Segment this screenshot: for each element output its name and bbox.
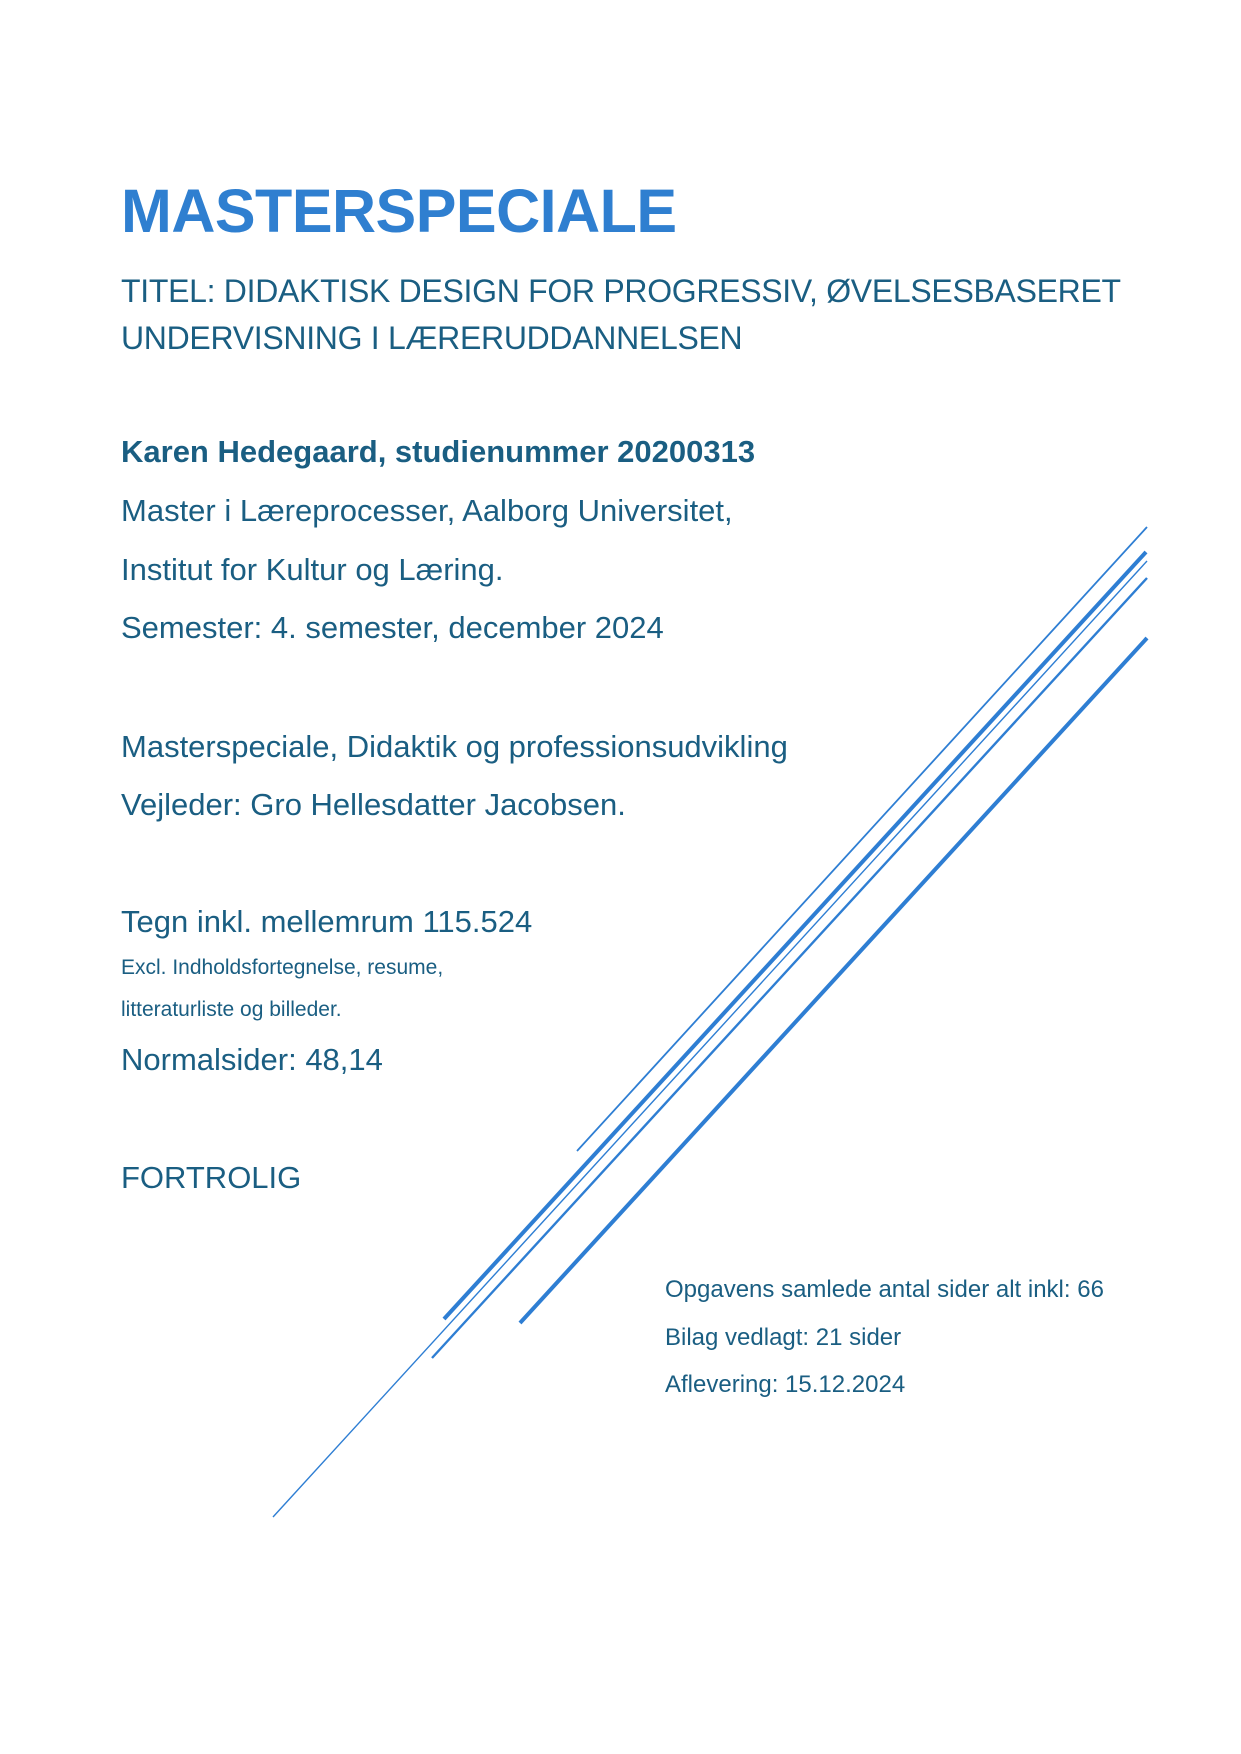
- thesis-title: [121, 268, 1121, 362]
- decor-line-4: [432, 578, 1147, 1358]
- supervisor-line: Vejleder: Gro Hellesdatter Jacobsen.: [121, 787, 626, 822]
- exclusions-line-1: Excl. Indholdsfortegnelse, resume,: [121, 956, 444, 979]
- appendix-pages-line: Bilag vedlagt: 21 sider: [665, 1324, 902, 1351]
- normal-pages: Normalsider: 48,14: [121, 1042, 383, 1077]
- document-title: MASTERSPECIALE: [121, 177, 677, 245]
- submission-date-line: Aflevering: 15.12.2024: [665, 1371, 906, 1398]
- thesis-title-line-2: UNDERVISNING I LÆRERUDDANNELSEN: [121, 320, 743, 356]
- total-pages-line: Opgavens samlede antal sider alt inkl: 66: [665, 1276, 1104, 1303]
- thesis-title-line-1: TITEL: DIDAKTISK DESIGN FOR PROGRESSIV, ØVELSESBASERET: [121, 273, 1121, 309]
- author-line: Karen Hedegaard, studienummer 20200313: [121, 434, 756, 469]
- decor-line-2: [444, 552, 1146, 1319]
- program-line-1: Master i Læreprocesser, Aalborg Universitet,: [121, 493, 733, 528]
- semester-line: Semester: 4. semester, december 2024: [121, 610, 664, 645]
- character-count: Tegn inkl. mellemrum 115.524: [121, 904, 533, 939]
- program-line-2: Institut for Kultur og Læring.: [121, 552, 504, 587]
- specialization-line: Masterspeciale, Didaktik og professionsudvikling: [121, 729, 788, 764]
- confidentiality-label: FORTROLIG: [121, 1160, 302, 1195]
- exclusions-line-2: litteraturliste og billeder.: [121, 998, 342, 1021]
